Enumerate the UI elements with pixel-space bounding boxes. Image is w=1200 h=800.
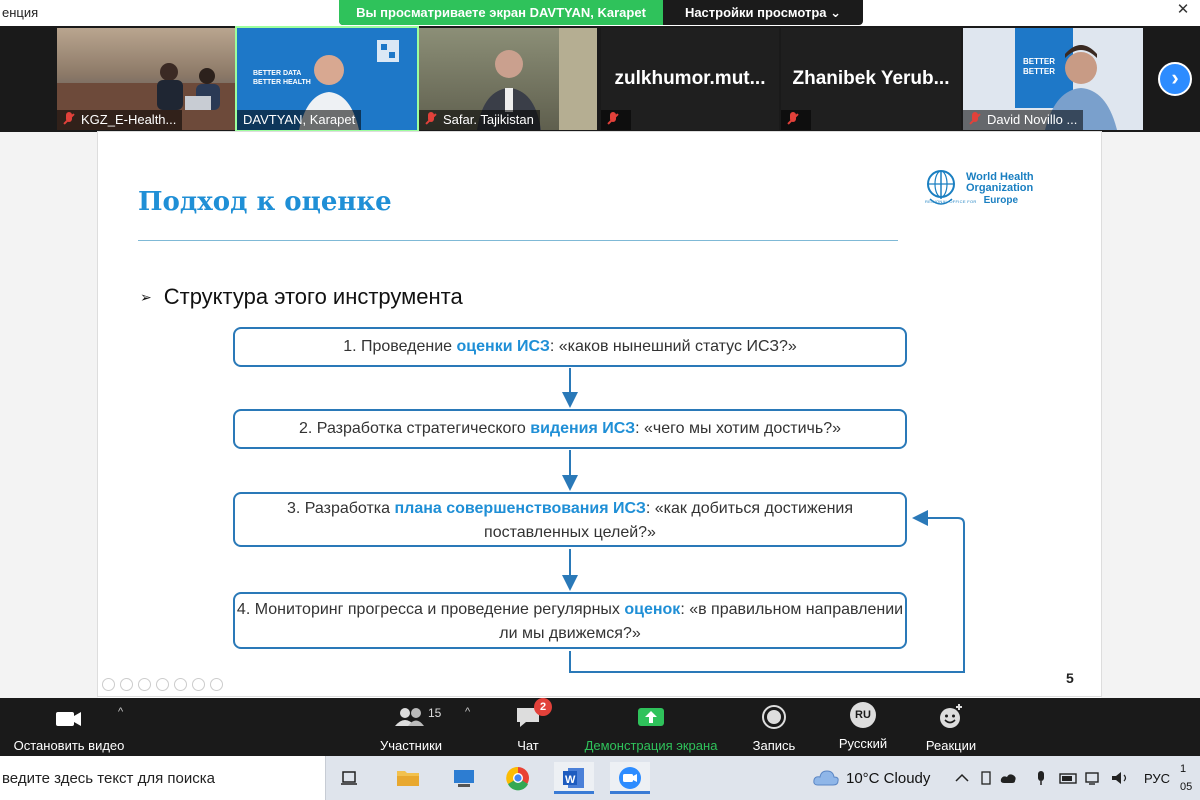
language-label: Русский [838, 736, 888, 751]
close-icon[interactable]: ✕ [1176, 1, 1190, 18]
participants-label: Участники [379, 738, 443, 753]
svg-text:BETTER DATA: BETTER DATA [253, 70, 302, 77]
grid-icon[interactable] [192, 678, 205, 691]
participant-tile[interactable] [419, 28, 597, 130]
slide-page-number: 5 [1066, 670, 1074, 686]
svg-text:W: W [565, 774, 576, 786]
video-options-caret-icon[interactable]: ^ [118, 706, 124, 718]
svg-text:BETTER: BETTER [1023, 67, 1055, 76]
chat-label: Чат [517, 738, 539, 753]
participant-tile[interactable] [57, 28, 235, 130]
flow-step-1: 1. Проведение оценки ИСЗ: «каков нынешний статус ИСЗ?» [233, 327, 907, 367]
reactions-label: Реакции [925, 738, 977, 753]
prev-slide-icon[interactable] [102, 678, 115, 691]
participant-name [601, 110, 631, 130]
share-banner [339, 0, 863, 25]
flow-step-3: 3. Разработка плана совершенствования ИСЗ: «как добиться достижения поставленных целей?» [233, 492, 907, 547]
mic-muted-icon [425, 112, 437, 126]
participant-name [781, 110, 811, 130]
share-gutter-right [1101, 132, 1200, 698]
who-logo-text: World Health Organization REGIONAL OFFICE FOR Europe [925, 171, 1034, 206]
smiley-icon [936, 702, 966, 732]
svg-text:BETTER HEALTH: BETTER HEALTH [253, 79, 311, 86]
chevron-down-icon: ⌄ [830, 5, 842, 20]
bullet-arrow-icon: ➢ [140, 289, 152, 305]
participant-display-name: zulkhumor.mut... [614, 68, 766, 89]
windows-taskbar [0, 756, 1200, 800]
bullet-text: Структура этого инструмента [163, 284, 463, 309]
taskbar-search-input[interactable] [0, 756, 326, 800]
video-strip [0, 26, 1200, 132]
svg-text:BETTER: BETTER [1023, 57, 1055, 66]
more-icon[interactable] [210, 678, 223, 691]
participant-tile[interactable] [963, 28, 1143, 130]
pen-icon[interactable] [138, 678, 151, 691]
participant-name: KGZ_E-Health... [57, 110, 182, 130]
participant-name: DAVTYAN, Karapet [237, 110, 361, 130]
participants-button[interactable] [372, 698, 450, 756]
chrome-icon[interactable] [498, 762, 538, 794]
flow-step-4: 4. Мониторинг прогресса и проведение регулярных оценок: «в правильном направлении ли мы движемся?» [233, 592, 907, 649]
share-screen-button[interactable] [578, 698, 724, 756]
view-options-label: Настройки просмотра [684, 5, 827, 20]
share-banner-text: Вы просматриваете экран DAVTYAN, Karapet [339, 0, 663, 25]
share-screen-label: Демонстрация экрана [584, 738, 718, 753]
weather-text[interactable]: 10°C Cloudy [846, 770, 931, 787]
participant-tile-active[interactable] [237, 28, 417, 130]
view-options-button[interactable] [663, 0, 863, 25]
mic-muted-icon [969, 112, 981, 126]
file-explorer-icon[interactable] [388, 762, 428, 794]
shared-screen [0, 132, 1200, 698]
search-placeholder: ведите здесь текст для поиска [2, 770, 215, 787]
record-label: Запись [752, 738, 796, 753]
presentation-slide [98, 132, 1101, 696]
chat-unread-badge: 2 [534, 698, 552, 716]
language-button[interactable] [832, 698, 894, 756]
participants-count: 15 [428, 706, 442, 720]
zoom-icon[interactable] [174, 678, 187, 691]
cloud-weather-icon [812, 768, 840, 788]
participant-tile[interactable] [601, 28, 779, 130]
participant-tile[interactable] [781, 28, 961, 130]
flow-step-2: 2. Разработка стратегического видения ИСЗ: «чего мы хотим достичь?» [233, 409, 907, 449]
system-clock[interactable] [1180, 760, 1192, 796]
participant-name: Safar. Tajikistan [419, 110, 540, 130]
participant-name: David Novillo ... [963, 110, 1083, 130]
remote-desktop-icon[interactable] [444, 762, 484, 794]
chat-button[interactable] [506, 698, 550, 756]
chevron-right-icon: › [1171, 65, 1179, 90]
participants-caret-icon[interactable]: ^ [465, 706, 471, 718]
stop-video-label: Остановить видео [13, 738, 125, 753]
share-screen-icon [636, 702, 666, 732]
participant-display-name: Zhanibek Yerub... [792, 68, 950, 89]
stop-video-button[interactable] [6, 698, 132, 756]
task-view-icon[interactable] [330, 762, 370, 794]
zoom-app-icon[interactable] [610, 762, 650, 794]
slide-navigation-controls[interactable] [102, 678, 228, 692]
input-language-indicator[interactable]: РУС [1144, 771, 1171, 786]
clock-date: 05 [1180, 781, 1193, 793]
participants-icon [392, 702, 432, 732]
slide-title: Подход к оценке [138, 187, 392, 217]
share-gutter-left [0, 132, 98, 698]
mic-muted-icon [787, 112, 799, 126]
video-camera-icon [54, 702, 84, 732]
clock-time: 1 [1180, 763, 1187, 775]
globe-language-icon: RU [850, 702, 876, 728]
reactions-button[interactable] [920, 698, 982, 756]
window-titlebar [0, 0, 1200, 26]
window-title: енция [2, 5, 39, 20]
copy-icon[interactable] [156, 678, 169, 691]
record-button[interactable] [748, 698, 800, 756]
word-icon[interactable] [554, 762, 594, 794]
record-icon [759, 702, 789, 732]
system-tray-icons[interactable] [952, 768, 1140, 788]
mic-muted-icon [607, 112, 619, 126]
meeting-toolbar [0, 698, 1200, 756]
next-participants-button[interactable] [1158, 62, 1192, 96]
next-slide-icon[interactable] [120, 678, 133, 691]
mic-muted-icon [63, 112, 75, 126]
